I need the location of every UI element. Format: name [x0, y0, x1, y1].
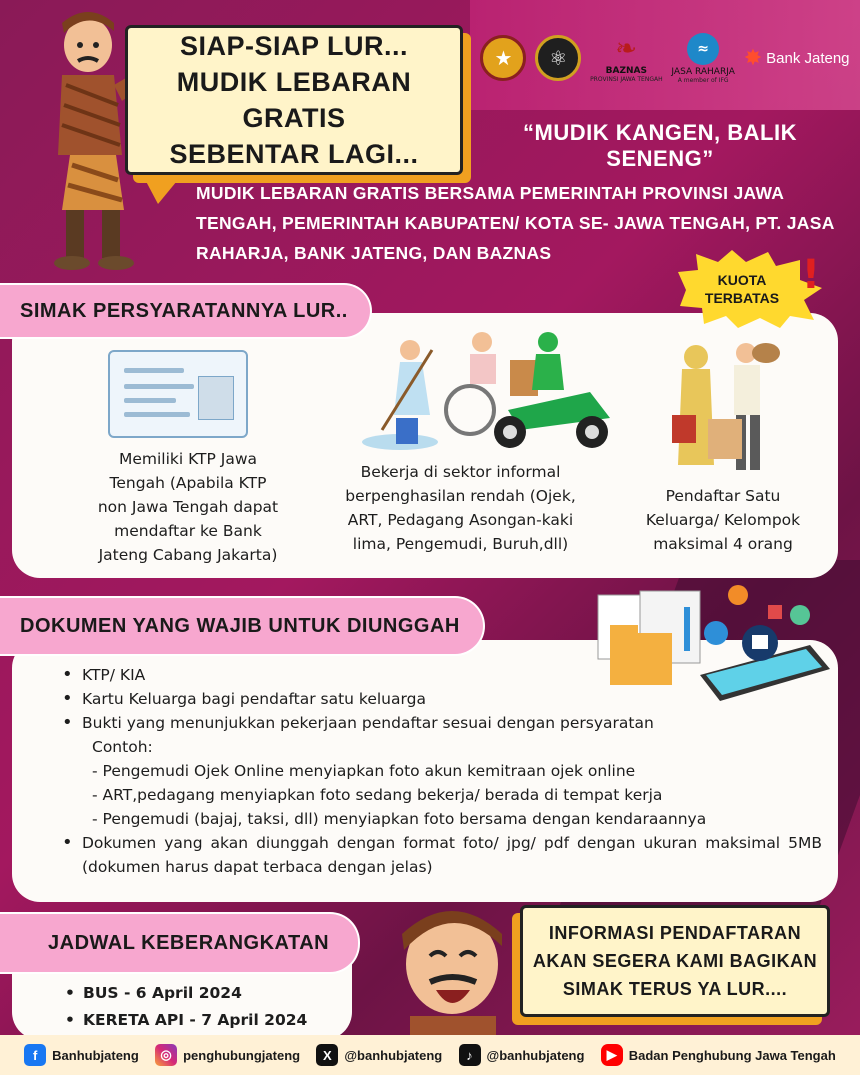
sparkle-icon: ✸	[743, 45, 763, 71]
regency-emblem-logo: ⚛	[535, 35, 581, 81]
social-footer	[0, 1035, 860, 1075]
list-item: • Bukti yang menunjukkan pekerjaan pendaftar sesuai dengan persyaratan	[62, 711, 822, 735]
contoh-label: Contoh:	[92, 738, 153, 756]
schedule-title: JADWAL KEBERANGKATAN	[0, 912, 360, 974]
intro-text: MUDIK LEBARAN GRATIS BERSAMA PEMERINTAH PROVINSI JAWA TENGAH, PEMERINTAH KABUPATEN/ KOTA SE- JAWA TENGAH, PT. JASA RAHARJA, BANK JATENG, DAN BAZNAS	[196, 183, 834, 263]
baznas-logo: ❧ BAZNAS PROVINSI JAWA TENGAH	[590, 33, 663, 83]
kuota-terbatas-badge: KUOTA TERBATAS !	[676, 250, 826, 328]
list-item: • KTP/ KIA	[62, 663, 822, 687]
requirement-family-group: Pendaftar Satu Keluarga/ Kelompok maksimal 4 orang	[645, 487, 801, 553]
requirements-title: SIMAK PERSYARATANNYA LUR..	[0, 283, 372, 339]
ktp-card-illustration	[108, 350, 248, 438]
jateng-province-logo: ★	[480, 35, 526, 81]
requirement-ktp: Memiliki KTP Jawa Tengah (Apabila KTP non Jawa Tengah dapat mendaftar ke Bank Jateng Cabang Jakarta)	[97, 450, 279, 564]
x-icon: X	[316, 1044, 338, 1066]
instagram-link[interactable]: ◎ penghubungjateng	[155, 1044, 300, 1066]
speech-bubble-tail	[140, 170, 186, 204]
documents-list	[62, 663, 822, 879]
informal-workers-illustration	[360, 320, 620, 455]
facebook-link[interactable]: f Banhubjateng	[24, 1044, 139, 1066]
tiktok-icon: ♪	[459, 1044, 481, 1066]
schedule-item-train: • KERETA API - 7 April 2024	[65, 1007, 307, 1034]
jasa-raharja-logo: ≈ JASA RAHARJA A member of IFG	[671, 33, 734, 84]
headline-speech-bubble	[125, 25, 463, 175]
list-item: • Kartu Keluarga bagi pendaftar satu keluarga	[62, 687, 822, 711]
info-speech-bubble	[520, 905, 830, 1017]
exclamation-icon: !	[801, 252, 820, 298]
tagline: “MUDIK KANGEN, BALIK SENENG”	[523, 120, 797, 171]
list-item: • Dokumen yang akan diunggah dengan format foto/ jpg/ pdf dengan ukuran maksimal 5MB (dokumen harus dapat terbaca dengan jelas)	[62, 831, 822, 879]
schedule-item-bus: • BUS - 6 April 2024	[65, 980, 307, 1007]
family-travelers-illustration	[668, 335, 788, 480]
example-item: - Pengemudi (bajaj, taksi, dll) menyiapkan foto bersama dengan kendaraannya	[92, 810, 707, 828]
youtube-link[interactable]: ▶ Badan Penghubung Jawa Tengah	[601, 1044, 836, 1066]
bank-jateng-logo: ✸ Bank Jateng	[743, 45, 850, 71]
tiktok-link[interactable]: ♪ @banhubjateng	[459, 1044, 585, 1066]
schedule-list	[65, 980, 307, 1034]
partner-logos	[470, 18, 860, 98]
youtube-icon: ▶	[601, 1044, 623, 1066]
x-link[interactable]: X @banhubjateng	[316, 1044, 442, 1066]
headline: SIAP-SIAP LUR... MUDIK LEBARAN GRATIS SEBENTAR LAGI...	[169, 31, 419, 169]
instagram-icon: ◎	[155, 1044, 177, 1066]
example-item: - Pengemudi Ojek Online menyiapkan foto akun kemitraan ojek online	[92, 762, 636, 780]
requirement-informal-sector: Bekerja di sektor informal berpenghasilan rendah (Ojek, ART, Pedagang Asongan-kaki lima, Pengemudi, Buruh,dll)	[345, 463, 576, 553]
example-item: - ART,pedagang menyiapkan foto sedang bekerja/ berada di tempat kerja	[92, 786, 663, 804]
facebook-icon: f	[24, 1044, 46, 1066]
info-text: INFORMASI PENDAFTARAN AKAN SEGERA KAMI BAGIKAN SIMAK TERUS YA LUR....	[532, 923, 818, 999]
documents-title: DOKUMEN YANG WAJIB UNTUK DIUNGGAH	[0, 596, 485, 656]
mascot-man-bottom-illustration	[380, 898, 530, 1038]
